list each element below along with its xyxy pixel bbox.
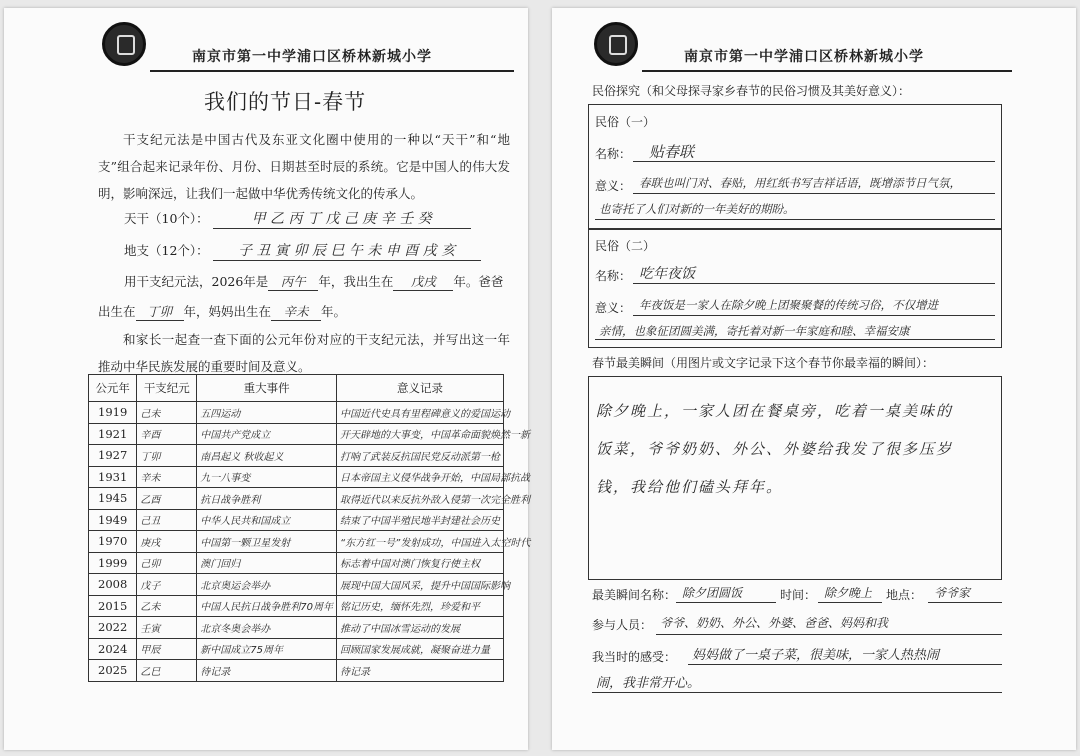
moment-name-value: 除夕团圆饭: [682, 586, 743, 600]
cell-meaning: 回顾国家发展成就，凝聚奋进力量: [337, 638, 504, 660]
cell-event: 九一八事变: [197, 466, 337, 488]
custom-1-meaning-label: 意义：: [595, 179, 632, 193]
school-logo: [102, 22, 146, 66]
feeling-rule-1: [688, 664, 1002, 665]
page-title: 我们的节日-春节: [204, 90, 367, 114]
cell-meaning: 展现中国大国风采，提升中国国际影响: [337, 574, 504, 596]
cell-event: 中国共产党成立: [197, 423, 337, 445]
custom-1-head: 民俗（一）: [595, 115, 656, 129]
col-event: 重大事件: [197, 375, 337, 402]
moment-name-label: 最美瞬间名称：: [592, 588, 677, 602]
custom-2-meaning-line-2: [595, 339, 995, 340]
cell-meaning: 取得近代以来反抗外敌入侵第一次完全胜利: [337, 488, 504, 510]
mother-year-value: 辛未: [271, 302, 321, 321]
people-line: [656, 634, 1002, 635]
history-table-row: [89, 445, 504, 467]
header-rule: [642, 70, 1012, 72]
history-table-header: [89, 375, 504, 402]
cell-meaning: 待记录: [337, 660, 504, 682]
cell-event: 抗日战争胜利: [197, 488, 337, 510]
col-meaning: 意义记录: [337, 375, 504, 402]
history-table-row: [89, 466, 504, 488]
cell-event: 中国人民抗日战争胜利70周年: [197, 595, 337, 617]
cell-year: 1921: [89, 423, 137, 445]
history-table-row: [89, 617, 504, 639]
cell-year: 1999: [89, 552, 137, 574]
cell-meaning: “东方红一号”发射成功，中国进入太空时代: [337, 531, 504, 553]
cell-ganzhi: 己丑: [137, 509, 197, 531]
feeling-label: 我当时的感受：: [592, 650, 677, 664]
history-table-row: [89, 574, 504, 596]
task-paragraph: 和家长一起查一查下面的公元年份对应的干支纪元法，并写出这一年推动中华民族发展的重要时间及意义。: [98, 332, 510, 374]
cell-event: 中华人民共和国成立: [197, 509, 337, 531]
moment-name-line: [676, 602, 776, 603]
history-table-row: [89, 402, 504, 424]
custom-1-name-line: [633, 161, 995, 162]
worksheet-page-right: [552, 8, 1076, 750]
cell-year: 2025: [89, 660, 137, 682]
cell-meaning: 推动了中国冰雪运动的发展: [337, 617, 504, 639]
custom-1-name-label: 名称：: [595, 147, 632, 161]
tiangan-value: 甲 乙 丙 丁 戊 己 庚 辛 壬 癸: [213, 208, 471, 229]
custom-2-meaning-2: 亲情，也象征团圆美满，寄托着对新一年家庭和睦、幸福安康: [599, 324, 910, 338]
cell-ganzhi: 壬寅: [137, 617, 197, 639]
year-text-1c: 年，我出生在: [318, 274, 394, 289]
year-text-1a: 用干支纪元法，2026年是: [124, 274, 269, 289]
birth-year-value: 戊戌: [393, 272, 453, 291]
custom-2-name-line: [633, 283, 995, 284]
dizhi-value: 子 丑 寅 卯 辰 巳 午 未 申 酉 戌 亥: [213, 240, 481, 261]
tiangan-label: 天干（10个）：: [124, 211, 209, 226]
cell-meaning: 铭记历史，缅怀先烈，珍爱和平: [337, 595, 504, 617]
custom-1-meaning-line-1: [633, 193, 995, 194]
people-label: 参与人员：: [592, 618, 653, 632]
cell-meaning: 日本帝国主义侵华战争开始，中国局部抗战: [337, 466, 504, 488]
feeling-rule-2: [592, 692, 1002, 693]
cell-year: 1927: [89, 445, 137, 467]
custom-2-box: [588, 228, 1002, 348]
custom-2-name-value: 吃年夜饭: [639, 266, 695, 282]
cell-meaning: 中国近代史具有里程碑意义的爱国运动: [337, 402, 504, 424]
tiangan-row: [124, 208, 471, 229]
history-table-row: [89, 552, 504, 574]
cell-ganzhi: 戊子: [137, 574, 197, 596]
feeling-line-2: 闹，我非常开心。: [596, 676, 701, 691]
cell-ganzhi: 甲辰: [137, 638, 197, 660]
cell-event: 五四运动: [197, 402, 337, 424]
history-table: [88, 374, 531, 682]
year-line-1: [124, 272, 503, 291]
col-year: 公元年: [89, 375, 137, 402]
custom-1-meaning-2: 也寄托了人们对新的一年美好的期盼。: [599, 202, 795, 216]
custom-2-name-label: 名称：: [595, 269, 632, 283]
year-2026-value: 丙午: [268, 272, 318, 291]
worksheet-page-left: [4, 8, 531, 750]
custom-2-meaning-line-1: [633, 315, 995, 316]
history-table-row: [89, 660, 504, 682]
cell-event: 北京冬奥会举办: [197, 617, 337, 639]
cell-event: 中国第一颗卫星发射: [197, 531, 337, 553]
cell-ganzhi: 庚戌: [137, 531, 197, 553]
cell-ganzhi: 乙未: [137, 595, 197, 617]
year-text-2c: 年，妈妈出生在: [183, 304, 272, 319]
school-name: 南京市第一中学浦口区桥林新城小学: [192, 49, 432, 65]
custom-2-meaning-1: 年夜饭是一家人在除夕晚上团聚聚餐的传统习俗，不仅增进: [639, 298, 938, 312]
cell-event: 新中国成立75周年: [197, 638, 337, 660]
cell-ganzhi: 丁卯: [137, 445, 197, 467]
cell-ganzhi: 辛酉: [137, 423, 197, 445]
year-text-2a: 出生在: [98, 304, 136, 319]
year-line-2: [98, 302, 346, 321]
cell-event: 南昌起义 秋收起义: [197, 445, 337, 467]
year-text-2e: 年。: [321, 304, 347, 319]
cell-ganzhi: 己未: [137, 402, 197, 424]
father-year-value: 丁卯: [136, 302, 184, 321]
custom-2-meaning-label: 意义：: [595, 301, 632, 315]
col-ganzhi: 干支纪元: [137, 375, 197, 402]
moment-text: 除夕晚上，一家人团在餐桌旁，吃着一桌美味的饭菜，爷爷奶奶、外公、外婆给我发了很多压岁钱，我给他们磕头拜年。: [596, 402, 954, 496]
cell-event: 北京奥运会举办: [197, 574, 337, 596]
feeling-line-1: 妈妈做了一桌子菜，很美味，一家人热热闹: [692, 648, 940, 663]
place-value: 爷爷家: [934, 586, 971, 600]
cell-year: 2008: [89, 574, 137, 596]
dizhi-label: 地支（12个）：: [124, 243, 209, 258]
cell-year: 2024: [89, 638, 137, 660]
folk-heading: 民俗探究（和父母探寻家乡春节的民俗习惯及其美好意义）：: [592, 84, 911, 98]
cell-meaning: 打响了武装反抗国民党反动派第一枪: [337, 445, 504, 467]
cell-year: 1931: [89, 466, 137, 488]
place-label: 地点：: [886, 588, 923, 602]
cell-meaning: 结束了中国半殖民地半封建社会历史: [337, 509, 504, 531]
cell-ganzhi: 乙酉: [137, 488, 197, 510]
dizhi-row: [124, 240, 481, 261]
year-text-1e: 年。爸爸: [453, 274, 504, 289]
school-logo: [594, 22, 638, 66]
cell-ganzhi: 乙巳: [137, 660, 197, 682]
header-rule: [150, 70, 514, 72]
people-value: 爷爷、奶奶、外公、外婆、爸爸、妈妈和我: [660, 616, 889, 630]
history-table-row: [89, 638, 504, 660]
custom-2-head: 民俗（二）: [595, 239, 656, 253]
history-table-row: [89, 531, 504, 553]
place-line: [928, 602, 1002, 603]
custom-1-name-value: 贴春联: [649, 143, 695, 161]
cell-ganzhi: 己卯: [137, 552, 197, 574]
moment-heading: 春节最美瞬间（用图片或文字记录下这个春节你最幸福的瞬间）：: [592, 356, 935, 370]
cell-year: 1919: [89, 402, 137, 424]
cell-year: 2022: [89, 617, 137, 639]
cell-year: 1970: [89, 531, 137, 553]
history-table-row: [89, 595, 504, 617]
school-name: 南京市第一中学浦口区桥林新城小学: [684, 49, 924, 65]
time-value: 除夕晚上: [824, 586, 873, 600]
cell-ganzhi: 辛未: [137, 466, 197, 488]
cell-event: 澳门回归: [197, 552, 337, 574]
history-table-row: [89, 488, 504, 510]
cell-event: 待记录: [197, 660, 337, 682]
cell-year: 1949: [89, 509, 137, 531]
time-label: 时间：: [780, 588, 817, 602]
custom-1-box: [588, 104, 1002, 230]
history-table-row: [89, 423, 504, 445]
time-line: [818, 602, 882, 603]
custom-1-meaning-line-2: [595, 219, 995, 220]
intro-paragraph: 干支纪元法是中国古代及东亚文化圈中使用的一种以“天干”和“地支”组合起来记录年份、月份、日期甚至时辰的系统。它是中国人的伟大发明，影响深远，让我们一起做中华优秀传统文化的传承人。: [98, 132, 510, 201]
history-table-row: [89, 509, 504, 531]
custom-1-meaning-1: 春联也叫门对、春贴，用红纸书写吉祥话语，既增添节日气氛，: [639, 176, 961, 190]
cell-year: 1945: [89, 488, 137, 510]
cell-year: 2015: [89, 595, 137, 617]
cell-meaning: 开天辟地的大事变，中国革命面貌焕然一新: [337, 423, 504, 445]
cell-meaning: 标志着中国对澳门恢复行使主权: [337, 552, 504, 574]
